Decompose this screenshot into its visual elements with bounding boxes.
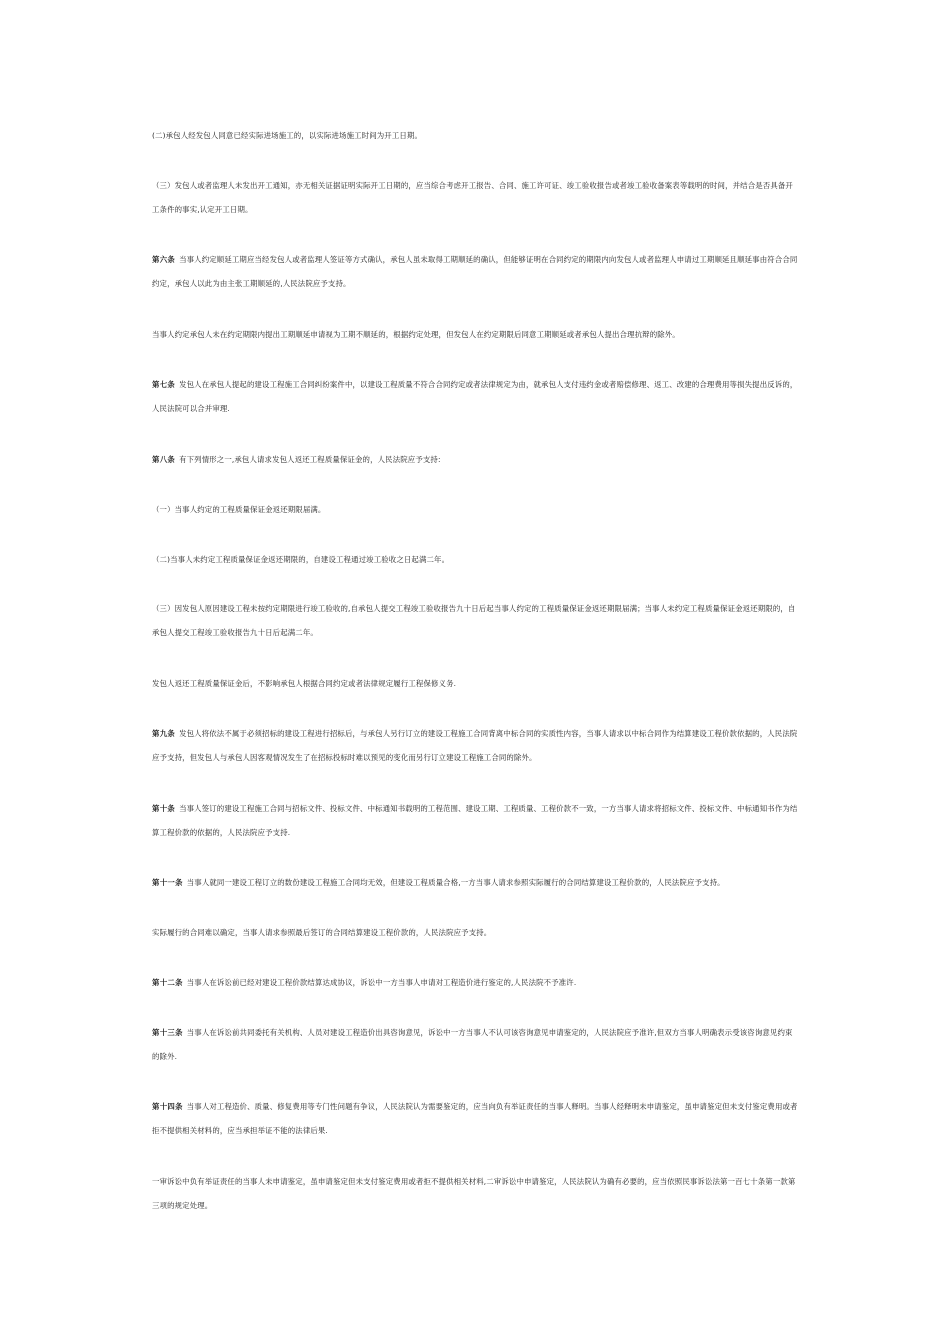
article-7 [152, 373, 800, 421]
paragraph-text: 当事人在诉讼前已经对建设工程价款结算达成协议，诉讼中一方当事人申请对工程造价进行鉴定的,人民法院不予准许. [186, 978, 577, 987]
article-number: 第十条 [152, 804, 176, 813]
paragraph-text: 发包人返还工程质量保证金后，不影响承包人根据合同约定或者法律规定履行工程保修义务. [152, 679, 457, 688]
paragraph-4 [152, 323, 800, 347]
article-9 [152, 722, 800, 770]
paragraph-text: 当事人约定承包人未在约定期限内提出工期顺延申请视为工期不顺延的，根据约定处理，但发包人在约定期限后同意工期顺延或者承包人提出合理抗辩的除外。 [152, 330, 680, 339]
article-8 [152, 448, 800, 472]
paragraph-text: 当事人对工程造价、质量、修复费用等专门性问题有争议，人民法院认为需要鉴定的，应当向负有举证责任的当事人释明。当事人经释明未申请鉴定，虽申请鉴定但未支付鉴定费用或者拒不提供相关材料的，应当承担举证不能的法律后果. [152, 1102, 798, 1135]
paragraph-text: (二)承包人经发包人同意已经实际进场施工的，以实际进场施工时间为开工日期。 [152, 131, 422, 140]
paragraph-2 [152, 174, 800, 222]
paragraph-9 [152, 597, 800, 645]
article-number: 第十二条 [152, 978, 183, 987]
article-number: 第七条 [152, 380, 176, 389]
paragraph-text: （三）发包人或者监理人未发出开工通知，亦无相关证据证明实际开工日期的，应当综合考虑开工报告、合同、施工许可证、竣工验收报告或者竣工验收备案表等载明的时间，并结合是否具备开工条件的事实,认定开工日期。 [152, 181, 793, 214]
paragraph-14 [152, 921, 800, 945]
paragraph-text: 一审诉讼中负有举证责任的当事人未申请鉴定，虽申请鉴定但未支付鉴定费用或者拒不提供相关材料,二审诉讼中申请鉴定，人民法院认为确有必要的，应当依照民事诉讼法第一百七十条第一款第三项的规定处理。 [152, 1177, 796, 1210]
article-13 [152, 1021, 800, 1069]
paragraph-text: 当事人签订的建设工程施工合同与招标文件、投标文件、中标通知书载明的工程范围、建设工期、工程质量、工程价款不一致，一方当事人请求将招标文件、投标文件、中标通知书作为结算工程价款的依据的，人民法院应予支持. [152, 804, 798, 837]
article-number: 第十三条 [152, 1028, 183, 1037]
paragraph-text: 发包人将依法不属于必须招标的建设工程进行招标后，与承包人另行订立的建设工程施工合同背离中标合同的实质性内容，当事人请求以中标合同作为结算建设工程价款依据的，人民法院应予支持，但发包人与承包人因客观情况发生了在招标投标时难以预见的变化而另行订立建设工程施工合同的除外。 [152, 729, 798, 762]
paragraph-text: （二)当事人未约定工程质量保证金返还期限的，自建设工程通过竣工验收之日起满二年。 [152, 555, 450, 564]
article-12 [152, 971, 800, 995]
paragraph-7 [152, 498, 800, 522]
paragraph-18 [152, 1170, 800, 1218]
article-10 [152, 797, 800, 845]
paragraph-8 [152, 548, 800, 572]
paragraph-1 [152, 124, 800, 148]
article-number: 第九条 [152, 729, 176, 738]
article-number: 第十四条 [152, 1102, 183, 1111]
article-6 [152, 248, 800, 296]
paragraph-10 [152, 672, 800, 696]
article-number: 第六条 [152, 255, 176, 264]
paragraph-text: 当事人在诉讼前共同委托有关机构、人员对建设工程造价出具咨询意见，诉讼中一方当事人不认可该咨询意见申请鉴定的，人民法院应予准许,但双方当事人明确表示受该咨询意见约束的除外. [152, 1028, 793, 1061]
paragraph-text: （一）当事人约定的工程质量保证金返还期限届满。 [152, 505, 326, 514]
paragraph-text: 实际履行的合同难以确定，当事人请求参照最后签订的合同结算建设工程价款的，人民法院应予支持。 [152, 928, 492, 937]
paragraph-text: 发包人在承包人提起的建设工程施工合同纠纷案件中，以建设工程质量不符合合同约定或者法律规定为由，就承包人支付违约金或者赔偿修理、返工、改建的合理费用等损失提出反诉的，人民法院可以合并审理. [152, 380, 798, 413]
article-11 [152, 871, 800, 895]
article-number: 第八条 [152, 455, 176, 464]
paragraph-text: 当事人约定顺延工期应当经发包人或者监理人签证等方式确认，承包人虽未取得工期顺延的确认，但能够证明在合同约定的期限内向发包人或者监理人申请过工期顺延且顺延事由符合合同约定，承包人以此为由主张工期顺延的,人民法院应予支持。 [152, 255, 798, 288]
paragraph-text: （三）因发包人原因建设工程未按约定期限进行竣工验收的,自承包人提交工程竣工验收报告九十日后起当事人约定的工程质量保证金返还期限届满；当事人未约定工程质量保证金返还期限的，自承包人提交工程竣工验收报告九十日后起满二年。 [152, 604, 796, 637]
paragraph-text: 当事人就同一建设工程订立的数份建设工程施工合同均无效，但建设工程质量合格,一方当事人请求参照实际履行的合同结算建设工程价款的，人民法院应予支持。 [186, 878, 725, 887]
article-number: 第十一条 [152, 878, 183, 887]
article-14 [152, 1095, 800, 1143]
paragraph-text: 有下列情形之一,承包人请求发包人返还工程质量保证金的，人民法院应予支持: [179, 455, 441, 464]
